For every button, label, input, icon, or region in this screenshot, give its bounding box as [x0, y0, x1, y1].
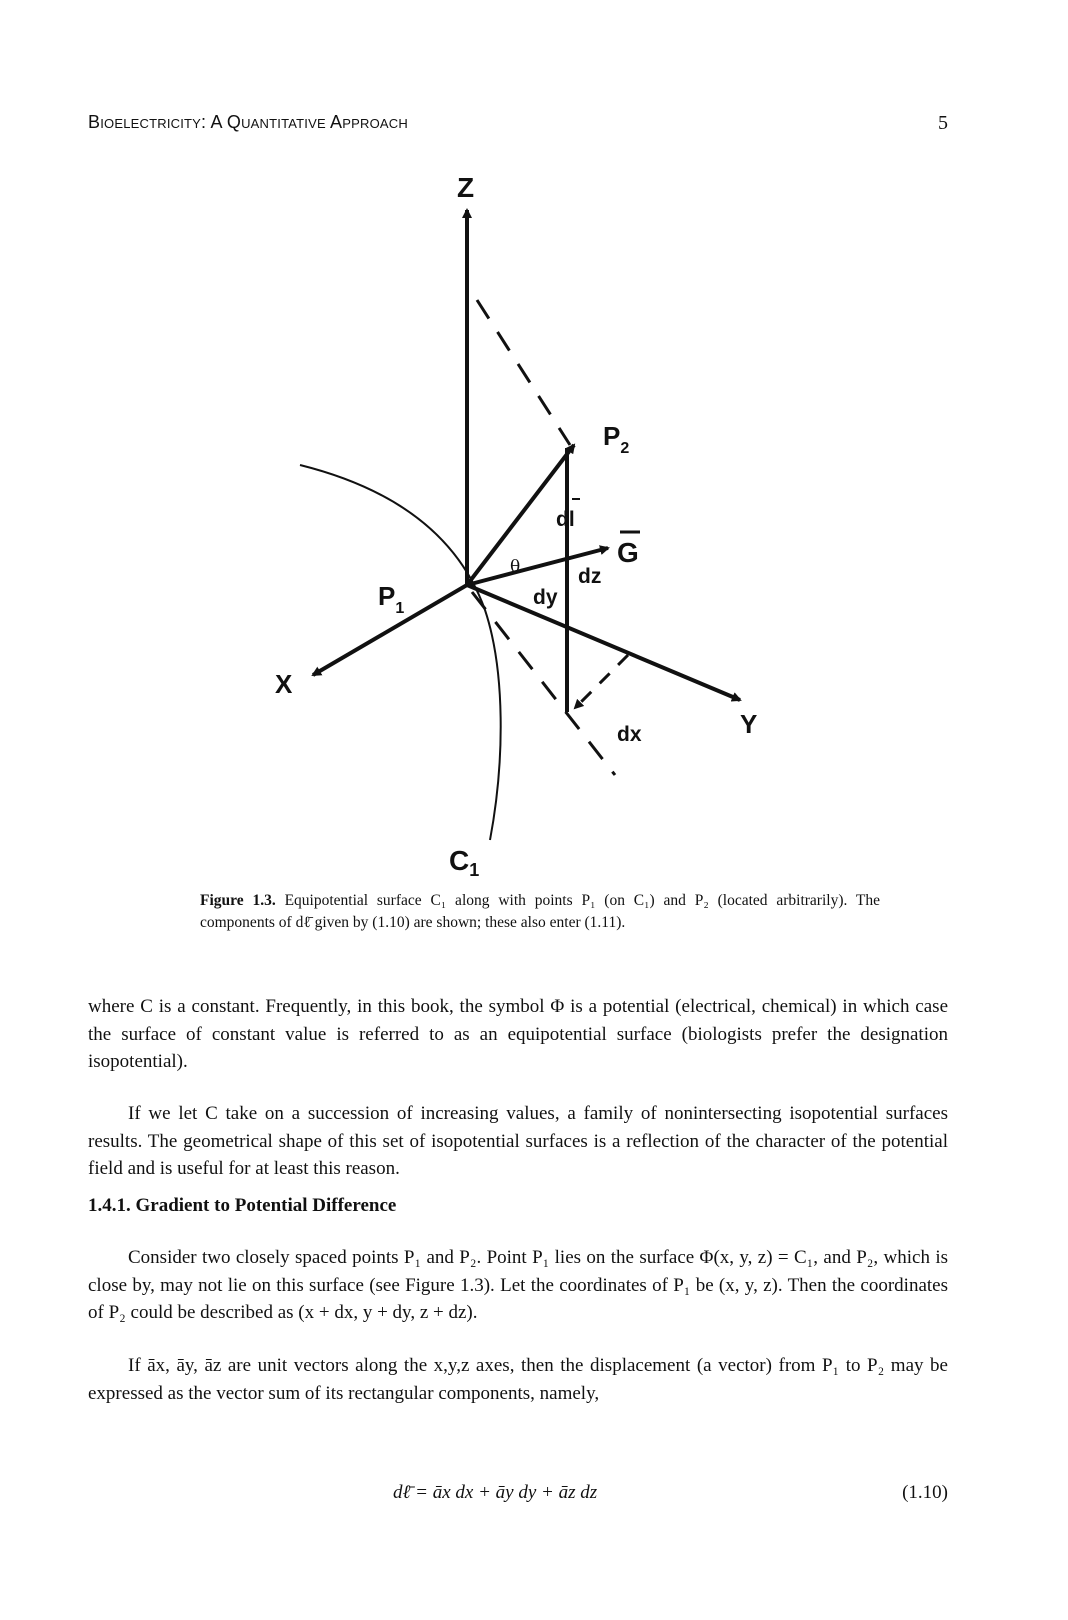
dashed-z-projection: [477, 300, 570, 445]
dx-label: dx: [617, 723, 642, 746]
figure-caption: [200, 890, 880, 934]
c1-label: $C_1$: [449, 845, 480, 880]
book-title: Bioelectricity: A Quantitative Approach: [88, 112, 408, 132]
caption-text: Equipotential surface C₁ along with points P₁ (on C₁) and P₂ (located arbitrarily). The components of dℓ̄ given by (1.10) are shown; these also enter (1.11).: [200, 892, 881, 931]
y-axis: [467, 585, 740, 700]
theta-label: θ: [510, 557, 521, 577]
x-axis-label: X: [275, 669, 293, 699]
section-heading: 1.4.1. Gradient to Potential Difference: [88, 1195, 397, 1216]
page-number: 5: [938, 112, 948, 134]
dy-label: dy: [533, 586, 558, 609]
p2-label: $P_2$: [603, 421, 630, 457]
paragraph-2: If we let C take on a succession of increasing values, a family of nonintersecting isopotential surfaces results. The geometrical shape of this set of isopotential surfaces is a reflection of the character of the potential field and is useful for at least this reason.: [88, 1103, 948, 1179]
paragraph-3: Consider two closely spaced points P₁ and P₂. Point P₁ lies on the surface Φ(x, y, z) = C₁, and P₂, which is close by, may not lie on this surface (see Figure 1.3). Let the coordinates of P₁ be (x, y, z). Then the coordinates of P₂ could be described as (x + dx, y + dy, z + dz).: [88, 1247, 948, 1323]
y-axis-label: Y: [740, 709, 758, 739]
equation-expression: dℓ̄ = āx dx + āy dy + āz dz: [393, 1482, 598, 1503]
dashed-dy-return: [575, 655, 628, 708]
paragraph-4: If āx, āy, āz are unit vectors along the x,y,z axes, then the displacement (a vector) from P₁ to P₂ may be expressed as the vector sum of its rectangular components, namely,: [88, 1355, 948, 1404]
p1-label: $P_1$: [378, 581, 405, 617]
dl-label: dl: [556, 508, 575, 531]
g-label: G: [617, 537, 639, 568]
figure-1-3: [0, 160, 1068, 890]
equipotential-diagram: [0, 160, 1068, 890]
equation-1-10: [88, 1482, 948, 1512]
z-axis-label: Z: [457, 172, 475, 203]
caption-label: Figure 1.3.: [200, 892, 276, 909]
equation-number: (1.10): [902, 1482, 948, 1503]
dz-label: dz: [578, 565, 602, 588]
paragraph-1: where C is a constant. Frequently, in this book, the symbol Φ is a potential (electrical, chemical) in which case the surface of constant value is referred to as an equipotential surface (biologists prefer the designation isopotential).: [88, 996, 948, 1072]
dashed-x-projection: [472, 592, 615, 775]
c1-surface-curve: [300, 465, 501, 840]
running-head: [88, 112, 948, 138]
